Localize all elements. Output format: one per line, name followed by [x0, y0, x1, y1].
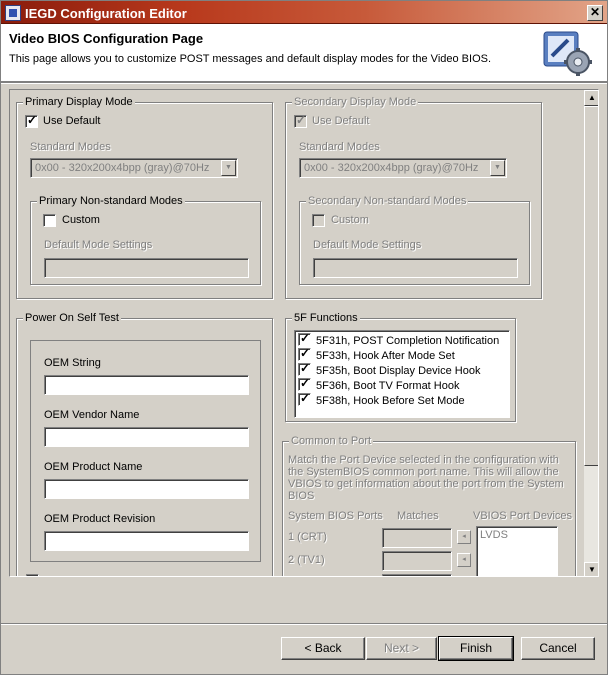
function-5f38-checkbox[interactable]: ✓	[300, 391, 311, 405]
scroll-up-icon[interactable]: ▲	[584, 90, 599, 106]
matches-header: Matches	[397, 510, 439, 522]
secondary-default-mode-settings-label: Default Mode Settings	[313, 239, 422, 251]
footer-separator	[0, 623, 608, 625]
function-5f33-item[interactable]: ✓ 5F33h, Hook After Mode Set	[300, 346, 455, 362]
common-to-port-group	[282, 435, 576, 577]
secondary-standard-modes-select[interactable]: 0x00 - 320x200x4bpp (gray)@70Hz ▼	[299, 158, 507, 178]
function-5f31-checkbox[interactable]: ✓	[300, 331, 311, 345]
primary-nonstandard-legend: Primary Non-standard Modes	[39, 195, 183, 207]
vbios-device-item[interactable]: LVDS	[480, 529, 508, 541]
oem-product-revision-label: OEM Product Revision	[44, 513, 156, 525]
enable-post-checkbox[interactable]	[26, 574, 39, 577]
oem-product-name-input[interactable]	[44, 479, 249, 499]
secondary-custom-checkbox[interactable]	[312, 214, 325, 227]
port-2-label: 2 (TV1)	[288, 554, 325, 566]
primary-display-group	[16, 96, 273, 299]
close-button[interactable]: ✕	[587, 5, 603, 21]
primary-default-mode-settings-label: Default Mode Settings	[44, 239, 153, 251]
page-title: Video BIOS Configuration Page	[9, 31, 204, 46]
secondary-default-mode-settings-field[interactable]	[313, 258, 518, 278]
secondary-nonstandard-legend: Secondary Non-standard Modes	[308, 195, 467, 207]
secondary-display-group	[285, 96, 542, 299]
common-to-port-desc-line-1: Match the Port Device selected in the configuration with	[288, 454, 559, 466]
settings-scroll-area[interactable]	[9, 89, 599, 577]
vbios-port-devices-header: VBIOS Port Devices	[473, 510, 573, 522]
port-1-assign-arrow-icon[interactable]: ◂	[457, 530, 471, 544]
port-2-assign-arrow-icon[interactable]: ◂	[457, 553, 471, 567]
oem-vendor-name-label: OEM Vendor Name	[44, 409, 140, 421]
secondary-use-default-label: Use Default	[312, 115, 370, 127]
window-title: IEGD Configuration Editor	[25, 6, 187, 21]
port-1-label: 1 (CRT)	[288, 531, 327, 543]
post-fields-panel	[30, 340, 261, 562]
chevron-down-icon[interactable]: ▼	[490, 160, 505, 176]
functions-5f-list[interactable]	[294, 330, 510, 418]
function-5f36-checkbox[interactable]: ✓	[300, 376, 311, 390]
oem-vendor-name-input[interactable]	[44, 427, 249, 447]
function-5f35-item[interactable]: ✓ 5F35h, Boot Display Device Hook	[300, 361, 481, 377]
secondary-custom-label: Custom	[331, 214, 369, 226]
chevron-down-icon[interactable]: ▼	[221, 160, 236, 176]
oem-string-label: OEM String	[44, 357, 101, 369]
vertical-scrollbar[interactable]	[584, 90, 599, 577]
config-gear-icon	[542, 28, 594, 78]
secondary-use-default-checkbox[interactable]: ✓	[296, 113, 307, 127]
post-legend: Power On Self Test	[25, 312, 119, 324]
oem-string-input[interactable]	[44, 375, 249, 395]
oem-product-name-label: OEM Product Name	[44, 461, 143, 473]
primary-nonstandard-group	[30, 195, 261, 285]
scroll-down-icon[interactable]: ▼	[584, 562, 599, 577]
next-button[interactable]: Next >	[366, 637, 437, 660]
functions-5f-legend: 5F Functions	[294, 312, 358, 324]
common-to-port-desc-line-3: VBIOS to get information about the port from the System	[288, 478, 564, 490]
settings-content	[10, 90, 583, 577]
secondary-display-legend: Secondary Display Mode	[294, 96, 417, 108]
title-bar[interactable]	[0, 0, 608, 24]
back-button[interactable]: < Back	[281, 637, 365, 660]
finish-button[interactable]: Finish	[439, 637, 513, 660]
header-separator	[0, 82, 608, 84]
primary-standard-modes-select[interactable]: 0x00 - 320x200x4bpp (gray)@70Hz ▼	[30, 158, 238, 178]
primary-default-mode-settings-field[interactable]	[44, 258, 249, 278]
common-to-port-desc-line-4: BIOS	[288, 490, 315, 502]
primary-use-default-label: Use Default	[43, 115, 101, 127]
secondary-standard-modes-label: Standard Modes	[299, 141, 380, 153]
function-5f33-checkbox[interactable]: ✓	[300, 346, 311, 360]
vbios-port-devices-list[interactable]	[476, 526, 558, 577]
post-group	[16, 312, 273, 577]
system-bios-ports-header: System BIOS Ports	[288, 510, 383, 522]
primary-use-default-checkbox[interactable]: ✓	[27, 113, 38, 127]
port-1-match-field[interactable]	[382, 528, 452, 548]
app-icon	[5, 5, 21, 21]
functions-5f-group	[285, 312, 516, 422]
function-5f38-item[interactable]: ✓ 5F38h, Hook Before Set Mode	[300, 391, 465, 407]
primary-standard-modes-label: Standard Modes	[30, 141, 111, 153]
function-5f36-item[interactable]: ✓ 5F36h, Boot TV Format Hook	[300, 376, 460, 392]
page-description: This page allows you to customize POST messages and default display modes for the Video BIOS.	[9, 53, 492, 65]
scroll-thumb[interactable]	[584, 106, 599, 466]
port-2-match-field[interactable]	[382, 551, 452, 571]
primary-custom-checkbox[interactable]	[43, 214, 56, 227]
page-header	[0, 24, 608, 82]
cancel-button[interactable]: Cancel	[521, 637, 595, 660]
oem-product-revision-input[interactable]	[44, 531, 249, 551]
common-to-port-desc-line-2: the SystemBIOS common port name. This will allow the	[288, 466, 559, 478]
secondary-nonstandard-group	[299, 195, 530, 285]
function-5f35-checkbox[interactable]: ✓	[300, 361, 311, 375]
port-3-match-field[interactable]	[382, 574, 452, 577]
common-to-port-legend: Common to Port	[291, 435, 372, 447]
primary-display-legend: Primary Display Mode	[25, 96, 133, 108]
primary-custom-label: Custom	[62, 214, 100, 226]
function-5f31-item[interactable]: ✓ 5F31h, POST Completion Notification	[300, 331, 500, 347]
